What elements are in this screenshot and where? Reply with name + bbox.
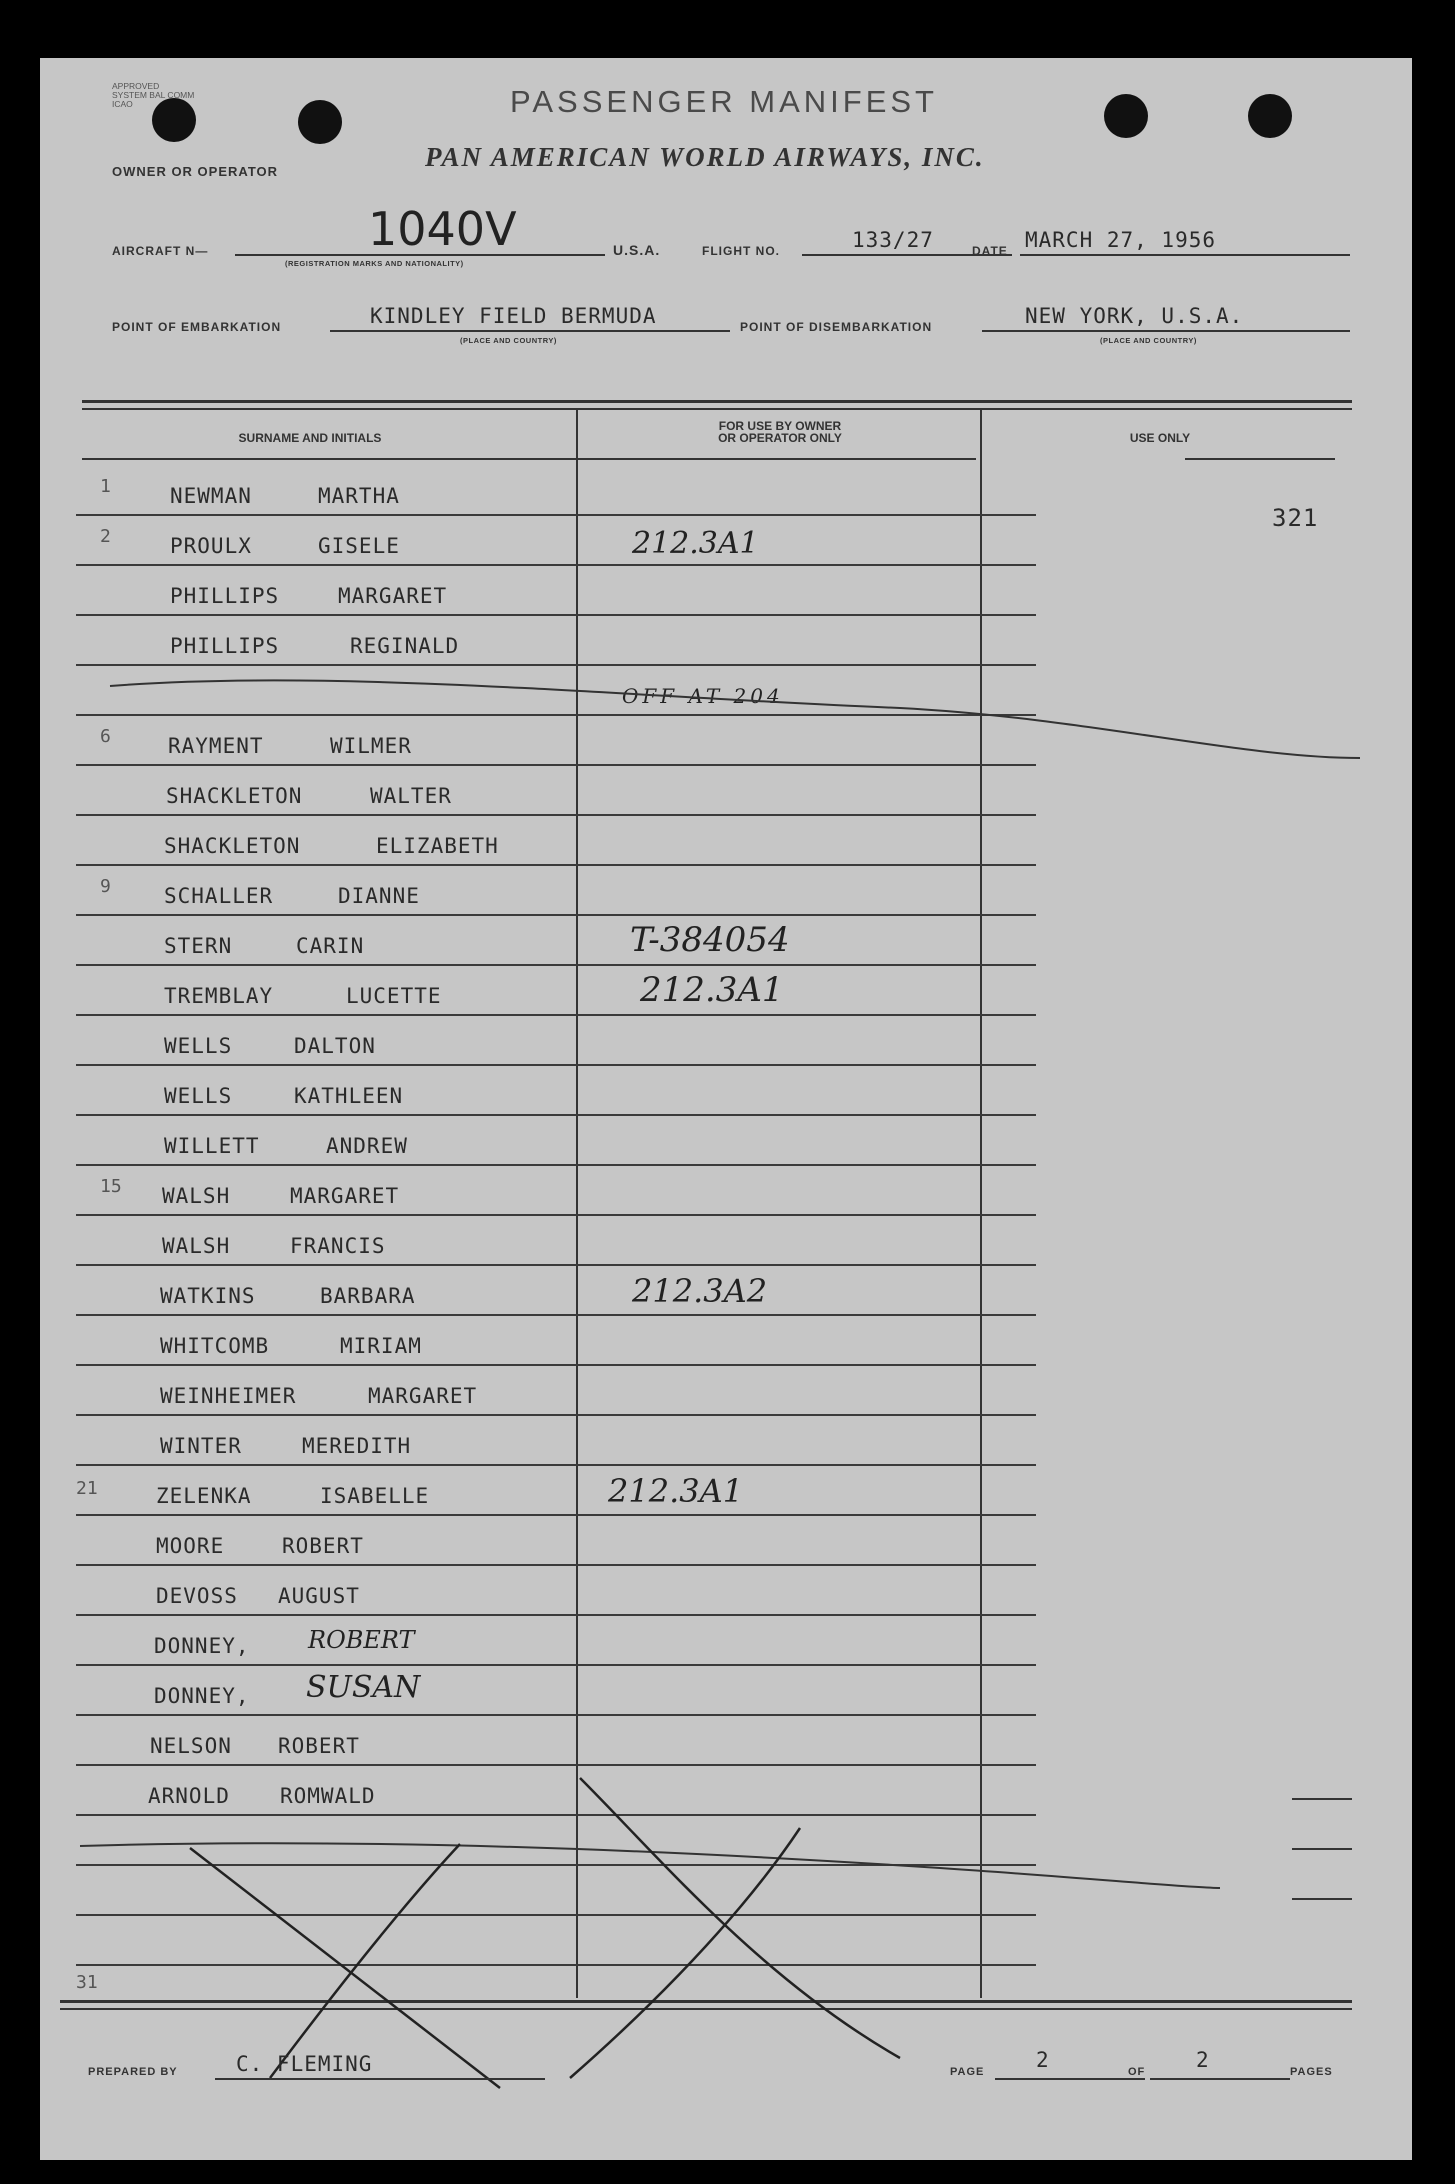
flight-value: 133/27	[852, 228, 934, 252]
pages-label: PAGES	[1290, 2066, 1333, 2078]
passenger-surname: WINTER	[160, 1434, 242, 1458]
owner-note: 212.3A1	[640, 970, 784, 1010]
place-note-disembarkation: (PLACE AND COUNTRY)	[1100, 336, 1197, 345]
strike-marks	[40, 58, 1412, 2160]
strike-line-row5	[110, 680, 1360, 758]
disembarkation-value: NEW YORK, U.S.A.	[1025, 304, 1244, 328]
approved-note: APPROVED SYSTEM BAL COMM ICAO	[112, 81, 195, 109]
passenger-surname: ARNOLD	[148, 1784, 230, 1808]
passenger-given-name: ANDREW	[326, 1134, 408, 1158]
row-number: 6	[100, 726, 111, 747]
passenger-surname: NELSON	[150, 1734, 232, 1758]
passenger-given-name: ROBERT	[282, 1534, 364, 1558]
page-value: 2	[1036, 2048, 1050, 2072]
passenger-surname: DONNEY,	[154, 1634, 250, 1658]
owner-note: 212.3A1	[608, 1472, 744, 1510]
of-value: 2	[1196, 2048, 1210, 2072]
date-value: MARCH 27, 1956	[1025, 228, 1217, 252]
passenger-given-name: DIANNE	[338, 884, 420, 908]
col-header-owner-use: FOR USE BY OWNER OR OPERATOR ONLY	[718, 419, 842, 445]
passenger-given-name: FRANCIS	[290, 1234, 386, 1258]
passenger-given-name: GISELE	[318, 534, 400, 558]
manifest-page	[40, 58, 1412, 2160]
passenger-given-name: WILMER	[330, 734, 412, 758]
place-note-embarkation: (PLACE AND COUNTRY)	[460, 336, 557, 345]
cross-left-b	[270, 1844, 460, 2078]
passenger-given-name: DALTON	[294, 1034, 376, 1058]
disembarkation-label: POINT OF DISEMBARKATION	[740, 320, 933, 334]
registration-note: (REGISTRATION MARKS AND NATIONALITY)	[285, 259, 464, 268]
owner-note: OFF AT 204	[622, 684, 784, 708]
company-name: PAN AMERICAN WORLD AIRWAYS, INC.	[425, 142, 985, 172]
passenger-given-name: BARBARA	[320, 1284, 416, 1308]
passenger-surname: WALSH	[162, 1234, 231, 1258]
owner-label: OWNER OR OPERATOR	[112, 164, 279, 179]
owner-note: T-384054	[630, 920, 790, 960]
passenger-given-name: ELIZABETH	[376, 834, 499, 858]
passenger-given-name: REGINALD	[350, 634, 460, 658]
passenger-surname: PHILLIPS	[170, 634, 280, 658]
row-number: 15	[100, 1176, 122, 1197]
cross-right-a	[580, 1778, 900, 2058]
passenger-given-name: ISABELLE	[320, 1484, 430, 1508]
aircraft-value: 1040V	[368, 202, 517, 256]
passenger-surname: ZELENKA	[156, 1484, 252, 1508]
row-number: 9	[100, 876, 111, 897]
passenger-given-name: SUSAN	[306, 1670, 421, 1705]
flight-label: FLIGHT NO.	[702, 244, 780, 258]
passenger-surname: PHILLIPS	[170, 584, 280, 608]
col-header-surname: SURNAME AND INITIALS	[238, 431, 382, 445]
passenger-given-name: KATHLEEN	[294, 1084, 404, 1108]
date-label: DATE	[972, 244, 1008, 258]
row-number: 1	[100, 476, 111, 497]
side-note: 321	[1272, 504, 1319, 532]
passenger-given-name: ROMWALD	[280, 1784, 376, 1808]
passenger-given-name: AUGUST	[278, 1584, 360, 1608]
passenger-given-name: LUCETTE	[346, 984, 442, 1008]
passenger-given-name: ROBERT	[308, 1626, 415, 1654]
passenger-surname: DEVOSS	[156, 1584, 238, 1608]
passenger-given-name: MARGARET	[368, 1384, 478, 1408]
passenger-given-name: WALTER	[370, 784, 452, 808]
passenger-given-name: MARTHA	[318, 484, 400, 508]
owner-note: 212.3A1	[632, 526, 759, 561]
passenger-surname: SCHALLER	[164, 884, 274, 908]
passenger-surname: WALSH	[162, 1184, 231, 1208]
form-title: PASSENGER MANIFEST	[510, 84, 938, 119]
aircraft-label: AIRCRAFT N—	[112, 244, 209, 258]
passenger-given-name: MARGARET	[290, 1184, 400, 1208]
cross-right-b	[570, 1828, 800, 2078]
passenger-surname: NEWMAN	[170, 484, 252, 508]
passenger-surname: WELLS	[164, 1034, 233, 1058]
passenger-surname: DONNEY,	[154, 1684, 250, 1708]
passenger-surname: PROULX	[170, 534, 252, 558]
usa-label: U.S.A.	[613, 242, 661, 258]
passenger-surname: STERN	[164, 934, 233, 958]
row-number: 21	[76, 1478, 98, 1499]
passenger-given-name: ROBERT	[278, 1734, 360, 1758]
passenger-given-name: MARGARET	[338, 584, 448, 608]
passenger-given-name: MIRIAM	[340, 1334, 422, 1358]
passenger-surname: WATKINS	[160, 1284, 256, 1308]
page-label: PAGE	[950, 2066, 985, 2078]
owner-note: 212.3A2	[632, 1272, 768, 1310]
passenger-given-name: CARIN	[296, 934, 365, 958]
passenger-surname: SHACKLETON	[164, 834, 301, 858]
row-number: 2	[100, 526, 111, 547]
passenger-surname: WILLETT	[164, 1134, 260, 1158]
passenger-surname: MOORE	[156, 1534, 225, 1558]
of-label: OF	[1128, 2066, 1146, 2078]
passenger-surname: WHITCOMB	[160, 1334, 270, 1358]
passenger-surname: SHACKLETON	[166, 784, 303, 808]
passenger-surname: WEINHEIMER	[160, 1384, 297, 1408]
passenger-surname: TREMBLAY	[164, 984, 274, 1008]
embarkation-label: POINT OF EMBARKATION	[112, 320, 282, 334]
passenger-given-name: MEREDITH	[302, 1434, 412, 1458]
col-header-use-only: USE ONLY	[1129, 431, 1191, 445]
passenger-surname: WELLS	[164, 1084, 233, 1108]
embarkation-value: KINDLEY FIELD BERMUDA	[370, 304, 657, 328]
passenger-surname: RAYMENT	[168, 734, 264, 758]
prepared-value: C. FLEMING	[236, 2052, 373, 2076]
row-number: 31	[76, 1972, 98, 1993]
prepared-label: PREPARED BY	[88, 2066, 178, 2078]
